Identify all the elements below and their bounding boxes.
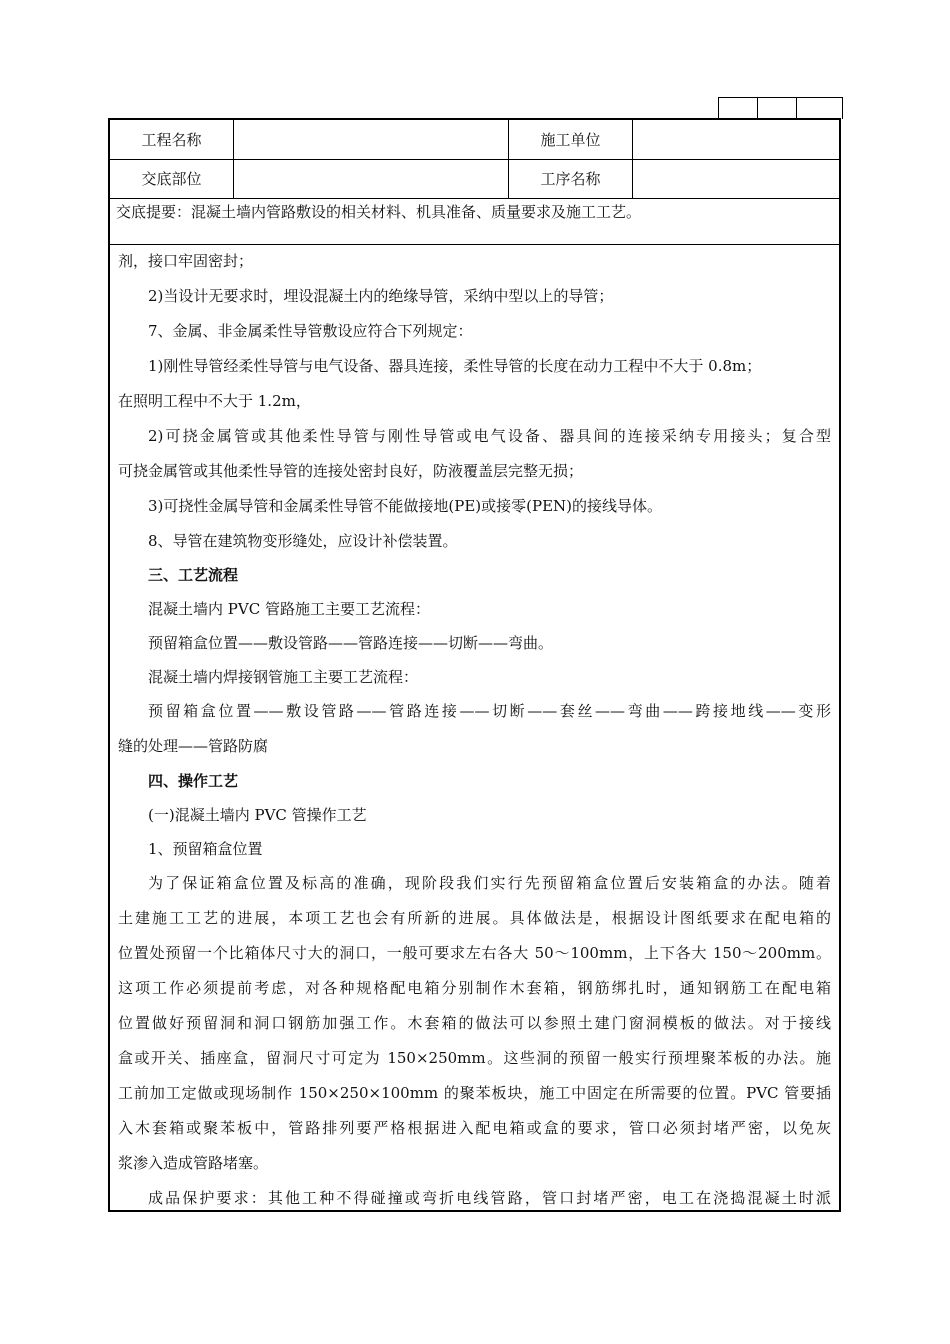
body-line: 2)可挠金属管或其他柔性导管与刚性导管或电气设备、器具间的连接采纳专用接头；复合型	[148, 427, 831, 445]
handover-summary: 交底提要：混凝土墙内管路敷设的相关材料、机具准备、质量要求及施工工艺。	[116, 203, 642, 221]
body-line: (一)混凝土墙内 PVC 管操作工艺	[148, 806, 367, 824]
section-heading: 三、工艺流程	[148, 566, 239, 584]
body-line: 盒或开关、插座盒，留洞尺寸可定为 150×250mm。这些洞的预留一般实行预埋聚苯板的办法。施	[118, 1049, 831, 1067]
construction-unit-value	[633, 120, 839, 159]
body-line: 入木套箱或聚苯板中，管路排列要严格根据进入配电箱或盒的要求，管口必须封堵严密，以免灰	[118, 1119, 831, 1137]
section-heading: 四、操作工艺	[148, 772, 239, 790]
process-name-value	[633, 159, 839, 198]
process-name-label: 工序名称	[509, 159, 633, 198]
body-text	[110, 244, 839, 1210]
top-right-boxes	[718, 97, 843, 119]
body-line: 混凝土墙内 PVC 管路施工主要工艺流程：	[148, 600, 430, 618]
project-name-value	[234, 120, 509, 159]
top-box-3	[797, 98, 842, 119]
header-row-1	[110, 120, 839, 160]
body-line: 可挠金属管或其他柔性导管的连接处密封良好，防液覆盖层完整无损；	[118, 462, 584, 480]
body-line: 1)刚性导管经柔性导管与电气设备、器具连接，柔性导管的长度在动力工程中不大于 0.8m；	[148, 357, 762, 375]
body-line: 7、金属、非金属柔性导管敷设应符合下列规定：	[148, 322, 473, 340]
body-line: 混凝土墙内焊接钢管施工主要工艺流程：	[148, 668, 419, 686]
body-line: 成品保护要求：其他工种不得碰撞或弯折电线管路，管口封堵严密，电工在浇捣混凝土时派	[148, 1189, 831, 1207]
body-line: 这项工作必须提前考虑，对各种规格配电箱分别制作木套箱，钢筋绑扎时，通知钢筋工在配电箱	[118, 979, 831, 997]
body-line: 位置处预留一个比箱体尺寸大的洞口，一般可要求左右各大 50～100mm，上下各大 150～200mm。	[118, 944, 831, 962]
body-line: 2)当设计无要求时，埋设混凝土内的绝缘导管，采纳中型以上的导管；	[148, 287, 614, 305]
handover-sheet	[108, 118, 841, 1212]
body-line: 浆渗入造成管路堵塞。	[118, 1154, 269, 1172]
body-line: 位置做好预留洞和洞口钢筋加强工作。木套箱的做法可以参照土建门窗洞模板的做法。对于接线	[118, 1014, 831, 1032]
body-line: 工前加工定做或现场制作 150×250×100mm 的聚苯板块，施工中固定在所需要的位置。PVC 管要插	[118, 1084, 831, 1102]
summary-row	[110, 198, 839, 245]
handover-location-label: 交底部位	[110, 159, 234, 198]
handover-location-value	[234, 159, 509, 198]
header-row-2	[110, 159, 839, 199]
project-name-label: 工程名称	[110, 120, 234, 159]
body-line: 1、预留箱盒位置	[148, 840, 263, 858]
body-line: 在照明工程中不大于 1.2m，	[118, 392, 311, 410]
top-box-2	[758, 98, 797, 119]
body-line: 剂，接口牢固密封；	[118, 252, 254, 270]
body-line: 预留箱盒位置——敷设管路——管路连接——切断——套丝——弯曲——跨接地线——变形	[148, 702, 831, 720]
construction-unit-label: 施工单位	[509, 120, 633, 159]
body-line: 土建施工工艺的进展，本项工艺也会有所新的进展。具体做法是，根据设计图纸要求在配电箱的	[118, 909, 831, 927]
body-line: 8、导管在建筑物变形缝处，应设计补偿装置。	[148, 532, 458, 550]
body-line: 预留箱盒位置——敷设管路——管路连接——切断——弯曲。	[148, 634, 554, 652]
body-line: 为了保证箱盒位置及标高的准确，现阶段我们实行先预留箱盒位置后安装箱盒的办法。随着	[148, 874, 831, 892]
body-line: 3)可挠性金属导管和金属柔性导管不能做接地(PE)或接零(PEN)的接线导体。	[148, 497, 663, 515]
top-box-1	[719, 98, 758, 119]
body-line: 缝的处理——管路防腐	[118, 737, 269, 755]
